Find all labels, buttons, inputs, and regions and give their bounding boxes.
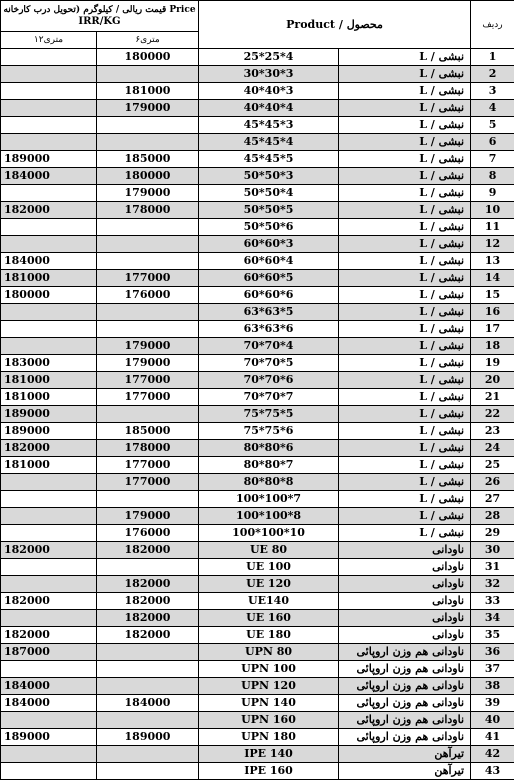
price-12m-cell xyxy=(1,474,97,491)
product-cell: نبشی / L xyxy=(339,321,471,338)
price-12m-cell: 184000 xyxy=(1,678,97,695)
table-row xyxy=(1,678,514,695)
price-12m-cell xyxy=(1,134,97,151)
size-cell: UPN 100 xyxy=(199,661,339,678)
table-row xyxy=(1,49,514,66)
product-header: Product / محصول xyxy=(199,1,471,49)
table-row xyxy=(1,695,514,712)
price-12m-cell xyxy=(1,491,97,508)
table-row xyxy=(1,321,514,338)
price-6m-cell: 177000 xyxy=(97,457,199,474)
size-cell: UPN 160 xyxy=(199,712,339,729)
table-row xyxy=(1,202,514,219)
price-header xyxy=(1,1,199,32)
price-12m-cell xyxy=(1,219,97,236)
row-number-cell: 21 xyxy=(471,389,514,406)
size-cell: 75*75*5 xyxy=(199,406,339,423)
product-cell: نبشی / L xyxy=(339,270,471,287)
table-row xyxy=(1,559,514,576)
price-12m-cell: 187000 xyxy=(1,644,97,661)
price-6m-cell: 178000 xyxy=(97,202,199,219)
size-cell: 45*45*5 xyxy=(199,151,339,168)
row-number-cell: 25 xyxy=(471,457,514,474)
size-cell: 80*80*8 xyxy=(199,474,339,491)
row-number-cell: 3 xyxy=(471,83,514,100)
product-cell: ناودانی هم وزن اروپائی xyxy=(339,661,471,678)
row-number-cell: 2 xyxy=(471,66,514,83)
size-cell: 40*40*3 xyxy=(199,83,339,100)
row-number-cell: 8 xyxy=(471,168,514,185)
price-12m-cell: 183000 xyxy=(1,355,97,372)
price-6m-cell xyxy=(97,559,199,576)
product-cell: ناودانی xyxy=(339,542,471,559)
size-cell: 70*70*7 xyxy=(199,389,339,406)
table-row xyxy=(1,372,514,389)
price-12m-cell xyxy=(1,576,97,593)
price-12m-cell: 182000 xyxy=(1,542,97,559)
size-cell: UE 120 xyxy=(199,576,339,593)
price-6m-cell: 185000 xyxy=(97,423,199,440)
price-6m-cell xyxy=(97,219,199,236)
price-6m-cell xyxy=(97,661,199,678)
table-row xyxy=(1,168,514,185)
product-cell: نبشی / L xyxy=(339,287,471,304)
table-row xyxy=(1,100,514,117)
price-12m-cell: 181000 xyxy=(1,372,97,389)
row-number-cell: 17 xyxy=(471,321,514,338)
size-cell: 80*80*6 xyxy=(199,440,339,457)
price-12m-cell: 180000 xyxy=(1,287,97,304)
size-cell: 70*70*5 xyxy=(199,355,339,372)
price-6m-cell: 176000 xyxy=(97,525,199,542)
price-6m-cell xyxy=(97,644,199,661)
price-6m-cell: 177000 xyxy=(97,474,199,491)
price-unit: IRR/KG xyxy=(78,16,121,27)
price-6m-cell: 182000 xyxy=(97,610,199,627)
price-12m-cell xyxy=(1,236,97,253)
price-12m-cell xyxy=(1,746,97,763)
price-12m-cell: 182000 xyxy=(1,202,97,219)
size-cell: IPE 140 xyxy=(199,746,339,763)
price-title: قیمت ریالی / کیلوگرم (تحویل درب کارخانه Price xyxy=(3,5,196,15)
price-6m-cell xyxy=(97,678,199,695)
size-cell: 80*80*7 xyxy=(199,457,339,474)
price-12m-cell xyxy=(1,66,97,83)
table-row xyxy=(1,627,514,644)
price-6m-cell: 176000 xyxy=(97,287,199,304)
price-12m-cell xyxy=(1,508,97,525)
price-12m-cell xyxy=(1,610,97,627)
size-cell: 60*60*5 xyxy=(199,270,339,287)
product-cell: نبشی / L xyxy=(339,151,471,168)
table-row xyxy=(1,508,514,525)
size-cell: 70*70*6 xyxy=(199,372,339,389)
product-cell: نبشی / L xyxy=(339,83,471,100)
price-12m-cell: 189000 xyxy=(1,151,97,168)
row-number-cell: 35 xyxy=(471,627,514,644)
price-6m-cell xyxy=(97,712,199,729)
price-12m-cell: 184000 xyxy=(1,168,97,185)
table-row xyxy=(1,406,514,423)
table-row xyxy=(1,423,514,440)
price-6m-cell xyxy=(97,763,199,780)
price-6m-cell xyxy=(97,406,199,423)
size-cell: UE140 xyxy=(199,593,339,610)
product-cell: نبشی / L xyxy=(339,236,471,253)
price-6m-cell: 180000 xyxy=(97,168,199,185)
price-12m-cell: 184000 xyxy=(1,695,97,712)
col-12m-header: ۱۲متری xyxy=(1,32,97,49)
row-number-cell: 24 xyxy=(471,440,514,457)
price-6m-cell: 182000 xyxy=(97,627,199,644)
price-12m-cell xyxy=(1,83,97,100)
product-cell: تیرآهن xyxy=(339,746,471,763)
row-number-cell: 22 xyxy=(471,406,514,423)
row-number-cell: 1 xyxy=(471,49,514,66)
price-6m-cell: 177000 xyxy=(97,372,199,389)
table-row xyxy=(1,474,514,491)
table-row xyxy=(1,253,514,270)
product-cell: نبشی / L xyxy=(339,440,471,457)
table-row xyxy=(1,644,514,661)
row-number-cell: 16 xyxy=(471,304,514,321)
row-number-cell: 43 xyxy=(471,763,514,780)
price-12m-cell xyxy=(1,338,97,355)
size-cell: 45*45*3 xyxy=(199,117,339,134)
row-number-cell: 34 xyxy=(471,610,514,627)
price-12m-cell xyxy=(1,559,97,576)
size-cell: 100*100*8 xyxy=(199,508,339,525)
product-cell: نبشی / L xyxy=(339,185,471,202)
row-number-cell: 20 xyxy=(471,372,514,389)
table-row xyxy=(1,763,514,780)
product-cell: نبشی / L xyxy=(339,100,471,117)
size-cell: 60*60*3 xyxy=(199,236,339,253)
product-cell: ناودانی xyxy=(339,593,471,610)
size-cell: IPE 160 xyxy=(199,763,339,780)
product-cell: نبشی / L xyxy=(339,134,471,151)
price-6m-cell: 180000 xyxy=(97,49,199,66)
table-row xyxy=(1,525,514,542)
price-6m-cell: 178000 xyxy=(97,440,199,457)
table-row xyxy=(1,729,514,746)
product-cell: نبشی / L xyxy=(339,202,471,219)
price-6m-cell xyxy=(97,134,199,151)
price-6m-cell xyxy=(97,746,199,763)
table-row xyxy=(1,66,514,83)
table-row xyxy=(1,440,514,457)
product-cell: نبشی / L xyxy=(339,474,471,491)
price-12m-cell xyxy=(1,712,97,729)
row-number-cell: 31 xyxy=(471,559,514,576)
product-cell: ناودانی xyxy=(339,576,471,593)
row-number-cell: 6 xyxy=(471,134,514,151)
product-cell: نبشی / L xyxy=(339,304,471,321)
price-6m-cell xyxy=(97,321,199,338)
row-number-cell: 10 xyxy=(471,202,514,219)
size-cell: UPN 140 xyxy=(199,695,339,712)
product-cell: نبشی / L xyxy=(339,117,471,134)
product-cell: نبشی / L xyxy=(339,338,471,355)
row-number-cell: 11 xyxy=(471,219,514,236)
size-cell: 50*50*4 xyxy=(199,185,339,202)
price-6m-cell: 179000 xyxy=(97,355,199,372)
table-row xyxy=(1,287,514,304)
table-row xyxy=(1,117,514,134)
price-6m-cell: 185000 xyxy=(97,151,199,168)
product-cell: ناودانی هم وزن اروپائی xyxy=(339,695,471,712)
size-cell: 75*75*6 xyxy=(199,423,339,440)
price-12m-cell: 182000 xyxy=(1,440,97,457)
row-number-cell: 15 xyxy=(471,287,514,304)
row-number-cell: 19 xyxy=(471,355,514,372)
price-12m-cell xyxy=(1,763,97,780)
size-cell: UPN 180 xyxy=(199,729,339,746)
product-cell: نبشی / L xyxy=(339,253,471,270)
row-number-cell: 5 xyxy=(471,117,514,134)
price-12m-cell xyxy=(1,525,97,542)
table-row xyxy=(1,576,514,593)
price-12m-cell: 189000 xyxy=(1,406,97,423)
table-row xyxy=(1,712,514,729)
price-12m-cell xyxy=(1,49,97,66)
product-cell: نبشی / L xyxy=(339,457,471,474)
table-row xyxy=(1,270,514,287)
size-cell: UPN 120 xyxy=(199,678,339,695)
table-row xyxy=(1,151,514,168)
price-6m-cell: 184000 xyxy=(97,695,199,712)
price-12m-cell: 189000 xyxy=(1,423,97,440)
price-6m-cell xyxy=(97,117,199,134)
size-cell: 40*40*4 xyxy=(199,100,339,117)
size-cell: UPN 80 xyxy=(199,644,339,661)
table-row xyxy=(1,219,514,236)
table-row xyxy=(1,746,514,763)
row-number-cell: 29 xyxy=(471,525,514,542)
table-row xyxy=(1,83,514,100)
row-number-cell: 12 xyxy=(471,236,514,253)
size-cell: UE 180 xyxy=(199,627,339,644)
size-cell: 100*100*10 xyxy=(199,525,339,542)
size-cell: 25*25*4 xyxy=(199,49,339,66)
size-cell: 70*70*4 xyxy=(199,338,339,355)
table-row xyxy=(1,542,514,559)
size-cell: UE 80 xyxy=(199,542,339,559)
price-12m-cell xyxy=(1,321,97,338)
product-cell: نبشی / L xyxy=(339,525,471,542)
row-number-cell: 30 xyxy=(471,542,514,559)
product-cell: نبشی / L xyxy=(339,49,471,66)
product-cell: نبشی / L xyxy=(339,168,471,185)
product-cell: نبشی / L xyxy=(339,372,471,389)
price-6m-cell: 182000 xyxy=(97,576,199,593)
size-cell: 60*60*4 xyxy=(199,253,339,270)
price-6m-cell: 177000 xyxy=(97,270,199,287)
price-6m-cell xyxy=(97,66,199,83)
row-number-cell: 36 xyxy=(471,644,514,661)
table-row xyxy=(1,338,514,355)
table-row xyxy=(1,610,514,627)
row-number-cell: 32 xyxy=(471,576,514,593)
product-cell: ناودانی xyxy=(339,627,471,644)
price-12m-cell: 182000 xyxy=(1,627,97,644)
price-6m-cell xyxy=(97,304,199,321)
table-row xyxy=(1,134,514,151)
price-6m-cell xyxy=(97,491,199,508)
size-cell: 50*50*5 xyxy=(199,202,339,219)
price-12m-cell: 189000 xyxy=(1,729,97,746)
size-cell: UE 100 xyxy=(199,559,339,576)
price-6m-cell: 181000 xyxy=(97,83,199,100)
product-cell: نبشی / L xyxy=(339,389,471,406)
price-12m-cell xyxy=(1,185,97,202)
size-cell: 45*45*4 xyxy=(199,134,339,151)
table-row xyxy=(1,185,514,202)
price-6m-cell: 177000 xyxy=(97,389,199,406)
size-cell: 50*50*3 xyxy=(199,168,339,185)
price-6m-cell: 182000 xyxy=(97,542,199,559)
price-12m-cell xyxy=(1,304,97,321)
table-row xyxy=(1,491,514,508)
product-cell: نبشی / L xyxy=(339,406,471,423)
row-number-cell: 23 xyxy=(471,423,514,440)
row-number-cell: 38 xyxy=(471,678,514,695)
table-row xyxy=(1,355,514,372)
price-6m-cell xyxy=(97,253,199,270)
product-cell: ناودانی هم وزن اروپائی xyxy=(339,678,471,695)
header-row-top xyxy=(1,1,514,32)
row-number-cell: 4 xyxy=(471,100,514,117)
col-6m-header: ۶متری xyxy=(97,32,199,49)
price-12m-cell xyxy=(1,661,97,678)
size-cell: 63*63*5 xyxy=(199,304,339,321)
size-cell: 30*30*3 xyxy=(199,66,339,83)
price-12m-cell xyxy=(1,100,97,117)
size-cell: 63*63*6 xyxy=(199,321,339,338)
table-row xyxy=(1,236,514,253)
row-number-cell: 42 xyxy=(471,746,514,763)
price-6m-cell: 189000 xyxy=(97,729,199,746)
product-cell: ناودانی xyxy=(339,610,471,627)
row-number-cell: 27 xyxy=(471,491,514,508)
product-cell: نبشی / L xyxy=(339,66,471,83)
price-12m-cell: 181000 xyxy=(1,457,97,474)
price-12m-cell: 182000 xyxy=(1,593,97,610)
product-cell: ناودانی هم وزن اروپائی xyxy=(339,729,471,746)
table-row xyxy=(1,661,514,678)
row-number-cell: 9 xyxy=(471,185,514,202)
row-number-header: ردیف xyxy=(471,1,514,49)
product-cell: ناودانی هم وزن اروپائی xyxy=(339,644,471,661)
table-row xyxy=(1,389,514,406)
product-cell: ناودانی هم وزن اروپائی xyxy=(339,712,471,729)
size-cell: 100*100*7 xyxy=(199,491,339,508)
product-cell: تیرآهن xyxy=(339,763,471,780)
row-number-cell: 40 xyxy=(471,712,514,729)
row-number-cell: 33 xyxy=(471,593,514,610)
price-table-body xyxy=(1,49,514,780)
price-6m-cell: 182000 xyxy=(97,593,199,610)
product-cell: نبشی / L xyxy=(339,219,471,236)
price-6m-cell: 179000 xyxy=(97,508,199,525)
product-cell: نبشی / L xyxy=(339,423,471,440)
price-6m-cell: 179000 xyxy=(97,185,199,202)
size-cell: 50*50*6 xyxy=(199,219,339,236)
row-number-cell: 14 xyxy=(471,270,514,287)
row-number-cell: 7 xyxy=(471,151,514,168)
product-cell: نبشی / L xyxy=(339,508,471,525)
price-6m-cell xyxy=(97,236,199,253)
product-cell: نبشی / L xyxy=(339,355,471,372)
price-12m-cell: 184000 xyxy=(1,253,97,270)
size-cell: UE 160 xyxy=(199,610,339,627)
price-6m-cell: 179000 xyxy=(97,100,199,117)
row-number-cell: 39 xyxy=(471,695,514,712)
size-cell: 60*60*6 xyxy=(199,287,339,304)
row-number-cell: 41 xyxy=(471,729,514,746)
table-row xyxy=(1,304,514,321)
row-number-cell: 13 xyxy=(471,253,514,270)
table-row xyxy=(1,457,514,474)
row-number-cell: 18 xyxy=(471,338,514,355)
price-6m-cell: 179000 xyxy=(97,338,199,355)
row-number-cell: 37 xyxy=(471,661,514,678)
row-number-cell: 28 xyxy=(471,508,514,525)
product-cell: نبشی / L xyxy=(339,491,471,508)
price-12m-cell xyxy=(1,117,97,134)
row-number-cell: 26 xyxy=(471,474,514,491)
table-row xyxy=(1,593,514,610)
product-cell: ناودانی xyxy=(339,559,471,576)
price-12m-cell: 181000 xyxy=(1,270,97,287)
price-12m-cell: 181000 xyxy=(1,389,97,406)
